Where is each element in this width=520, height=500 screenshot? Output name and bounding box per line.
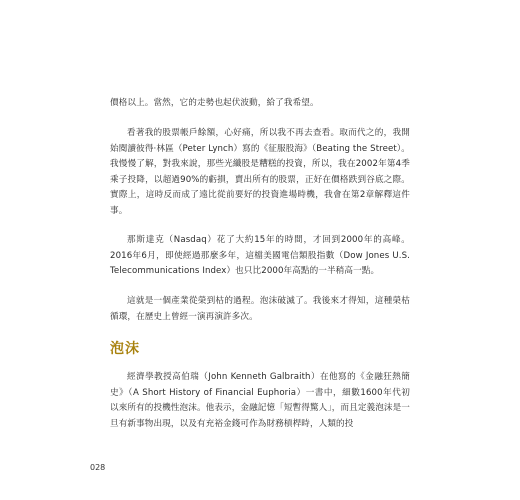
- paragraph-nasdaq: 那斯達克（Nasdaq）花了大約15年的時間，才回到2000年的高峰。2016年6月，即使經過那麼多年，這檔美國電信類股指數（Dow Jones U.S. Telecommunications Index）也只比2000年高點的一半稍高一點。: [110, 235, 410, 276]
- section-heading-bubble: 泡沫: [110, 341, 140, 357]
- paragraph-boom-bust: 這就是一個產業從榮到枯的過程。泡沫破滅了。我後來才得知，這種榮枯循環，在歷史上曾經一演再演許多次。: [110, 296, 410, 322]
- paragraph-peter-lynch: 看著我的股票帳戶餘額，心好痛，所以我不再去查看。取而代之的，我開始閱讀彼得‧林區（Peter Lynch）寫的《征服股海》（Beating the Street）。我慢慢了解，對我來說，那些光纖股是糟糕的投資，所以，我在2002年第4季乘子投降，以超過90%的虧損，賣出所有的股票，正好在價格跌到谷底之際。實際上，這時反而成了遠比從前要好的投資進場時機，我會在第2章解釋這件事。: [110, 128, 410, 216]
- paragraph-block-1: [110, 96, 410, 112]
- paragraph-block-5: [110, 370, 410, 432]
- paragraph-block-2: [110, 126, 410, 219]
- paragraph-block-3: [110, 233, 410, 280]
- paragraph-galbraith: 經濟學教授高伯瑞（John Kenneth Galbraith）在他寫的《金融狂熱簡史》（A Short History of Financial Euphoria）一書中，細數1600年代初以來所有的投機性泡沫。他表示，金融記憶「短暫得驚人」，而且定義泡沫是一旦有新事物出現，以及有充裕金錢可作為財務槓桿時，人類的投: [110, 372, 410, 429]
- paragraph-continuation: 價格以上。當然，它的走勢也起伏波動，給了我希望。: [110, 98, 319, 108]
- page-number: 028: [90, 463, 106, 472]
- paragraph-block-4: [110, 294, 410, 325]
